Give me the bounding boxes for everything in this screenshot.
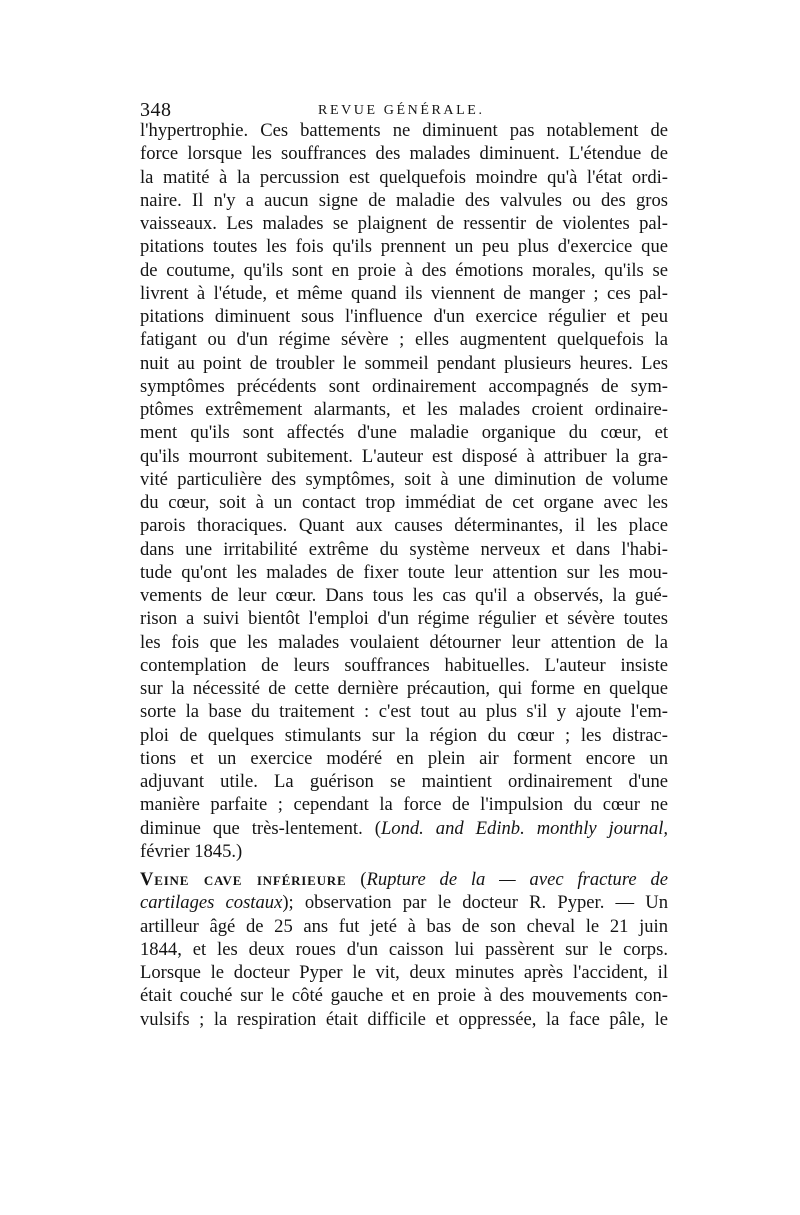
text-line: contemplation de leurs souffrances habituelles. L'auteur insiste: [140, 654, 668, 676]
text-line: livrent à l'étude, et même quand ils viennent de manger ; ces pal-: [140, 282, 668, 304]
text-line: naire. Il n'y a aucun signe de maladie des valvules ou des gros: [140, 189, 668, 211]
open-paren: (: [346, 869, 367, 890]
text-line: ptômes extrêmement alarmants, et les malades croient ordinaire-: [140, 399, 668, 420]
observation-text: ); observation par le docteur R. Pyper. — Un: [282, 892, 668, 914]
text-line: du cœur, soit à un contact trop immédiat de cet organe avec les: [140, 492, 668, 513]
journal-title: Lond. and Edinb. monthly journal,: [380, 817, 669, 839]
text-line: tude qu'ont les malades de fixer toute leur attention sur les mou-: [140, 561, 668, 583]
text-line: sur la nécessité de cette dernière précaution, qui forme en quelque: [140, 678, 668, 699]
text-line: dans une irritabilité extrême du système nerveux et dans l'habi-: [140, 538, 668, 560]
text-line: vaisseaux. Les malades se plaignent de ressentir de violentes pal-: [140, 213, 668, 234]
text-line: vité particulière des symptômes, soit à une diminution de volume: [140, 468, 668, 490]
section-subtitle: Rupture de la — avec fracture de: [366, 869, 669, 890]
section-title: Veine cave inférieure: [140, 869, 347, 890]
paragraph-veine-cave: [140, 868, 668, 1031]
page-number: 348: [140, 99, 172, 121]
text-line: vulsifs ; la respiration était difficile et oppressée, la face pâle, le: [140, 1008, 668, 1030]
text-line: symptômes précédents sont ordinairement accompagnés de sym-: [140, 375, 668, 397]
text-line: 1844, et les deux roues d'un caisson lui passèrent sur le corps.: [140, 938, 668, 960]
citation-line: [140, 817, 668, 840]
text-line: était couché sur le côté gauche et en proie à des mouvements con-: [140, 985, 668, 1007]
citation-date: février 1845.): [140, 840, 243, 862]
section-subtitle-cont: cartilages costaux: [140, 892, 283, 914]
text-line: nuit au point de troubler le sommeil pendant plusieurs heures. Les: [140, 352, 668, 374]
text-line: l'hypertrophie. Ces battements ne diminuent pas notablement de: [140, 120, 668, 141]
text-line: pitations diminuent sous l'influence d'un exercice régulier et peu: [140, 306, 668, 327]
text-line: manière parfaite ; cependant la force de l'impulsion du cœur ne: [140, 794, 668, 816]
text-line: pitations toutes les fois qu'ils prennent un peu plus d'exercice que: [140, 236, 668, 258]
text-line: ploi de quelques stimulants sur la région du cœur ; les distrac-: [140, 724, 668, 746]
text-line: ment qu'ils sont affectés d'une maladie organique du cœur, et: [140, 422, 668, 444]
text-line: Lorsque le docteur Pyper le vit, deux minutes après l'accident, il: [140, 962, 668, 983]
text-line: parois thoraciques. Quant aux causes déterminantes, il les place: [140, 515, 668, 537]
text-line: la matité à la percussion est quelquefois moindre qu'à l'état ordi-: [140, 166, 668, 188]
text-line: force lorsque les souffrances des malades diminuent. L'étendue de: [140, 143, 668, 165]
text-line: fatigant ou d'un régime sévère ; elles augmentent quelquefois la: [140, 329, 668, 351]
text-line: qu'ils mourront subitement. L'auteur est disposé à attribuer la gra-: [140, 445, 668, 467]
citation-start: diminue que très-lentement. (: [140, 817, 381, 839]
running-title: REVUE GÉNÉRALE.: [318, 103, 485, 118]
text-line: vements de leur cœur. Dans tous les cas qu'il a observés, la gué-: [140, 585, 668, 606]
section-title-line: [140, 868, 668, 891]
text-line: sorte la base du traitement : c'est tout au plus s'il y ajoute l'em-: [140, 701, 668, 723]
text-line: de coutume, qu'ils sont en proie à des émotions morales, qu'ils se: [140, 259, 668, 281]
text-line: adjuvant utile. La guérison se maintient ordinairement d'une: [140, 771, 668, 792]
text-line: artilleur âgé de 25 ans fut jeté à bas de son cheval le 21 juin: [140, 915, 668, 937]
text-line: tions et un exercice modéré en plein air forment encore un: [140, 747, 668, 769]
paragraph-hypertrophie: [140, 119, 668, 863]
text-line: rison a suivi bientôt l'emploi d'un régime régulier et sévère toutes: [140, 608, 668, 630]
text-line: [140, 891, 668, 914]
text-line: les fois que les malades voulaient détourner leur attention de la: [140, 631, 668, 653]
